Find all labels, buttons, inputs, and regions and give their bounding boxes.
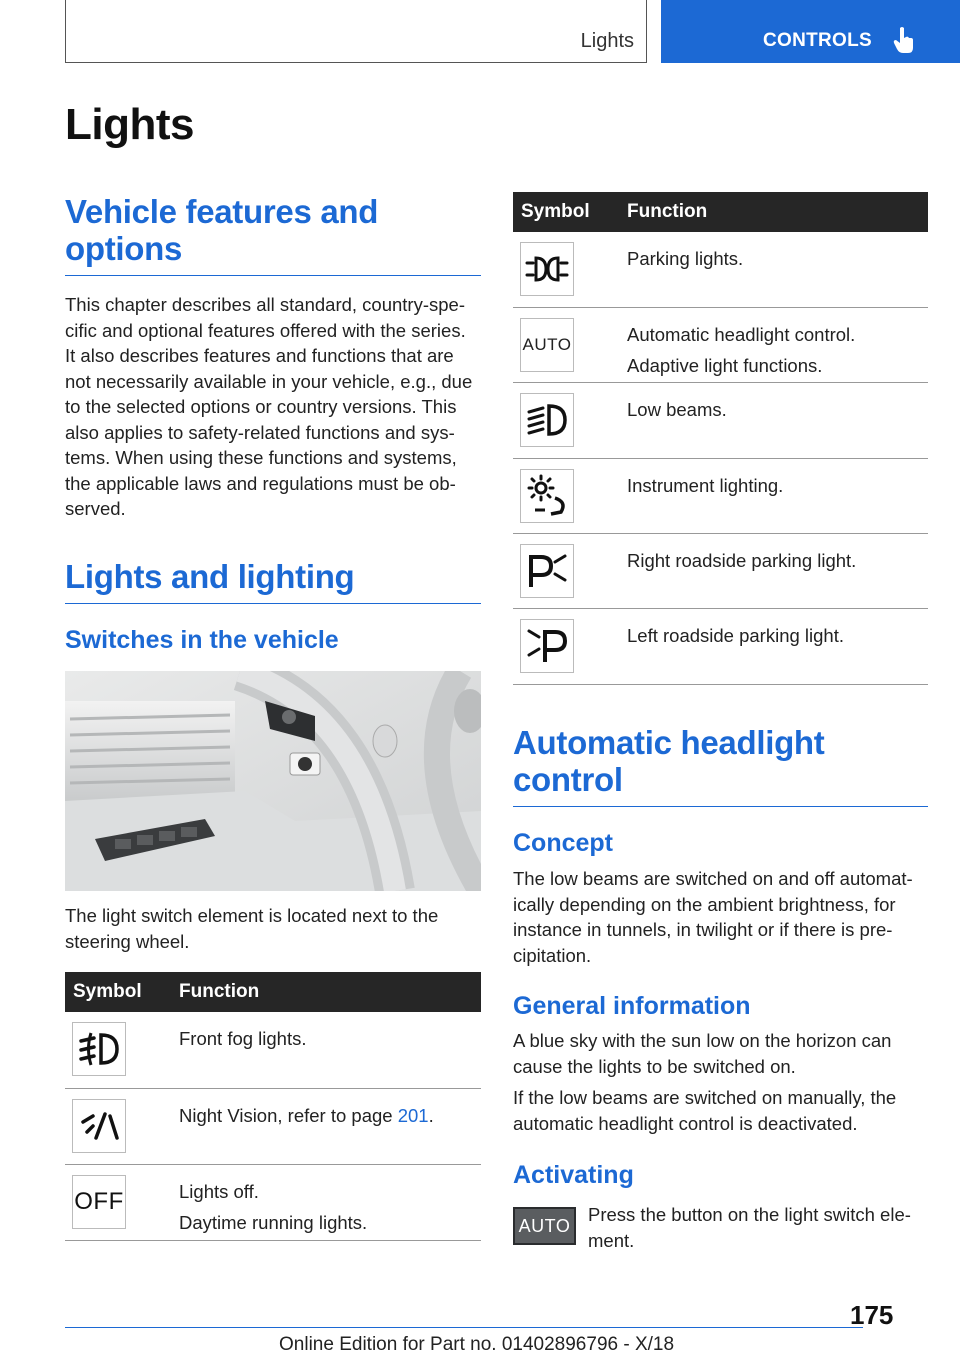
section-heading-lighting: Lights and lighting: [65, 558, 481, 604]
instrument-lighting-icon: [520, 469, 574, 523]
general-body-1: A blue sky with the sun low on the horizon can cause the lights to be switched on.: [513, 1030, 892, 1077]
function-text: Left roadside parking light.: [627, 624, 844, 646]
table-row: [513, 382, 928, 458]
page-title: Lights: [65, 100, 194, 149]
page-reference-link[interactable]: 201: [397, 1104, 429, 1126]
left-roadside-parking-light-icon: [520, 619, 574, 673]
section-heading-features: Vehicle features and options: [65, 193, 481, 276]
function-text: Daytime running lights.: [179, 1211, 368, 1233]
column-header-symbol: Symbol: [513, 192, 627, 232]
footer-divider: [65, 1327, 863, 1328]
concept-body: The low beams are switched on and off automat-ically depending on the ambient brightness, for instance in tunnels, in twilight or if there is pre-cipitation.: [513, 868, 913, 966]
light-switch-photo: [65, 671, 481, 891]
features-body: This chapter describes all standard, country-spe-cific and optional features offered with the series. It also describes features and functions that are not necessarily available in your vehicle, e.g., due to the selected options or country versions. This also applies to safety-related functions and sys-tems. When using these functions and systems, the applicable laws and regulations must be ob-served.: [65, 294, 473, 519]
table-row: [513, 458, 928, 533]
lights-off-icon: OFF: [72, 1175, 126, 1229]
right-roadside-parking-light-icon: [520, 544, 574, 598]
section-heading-auto: Automatic headlight control: [513, 724, 928, 807]
function-text: Right roadside parking light.: [627, 549, 857, 571]
table-row: [513, 608, 928, 684]
photo-caption: The light switch element is located next to the steering wheel.: [65, 905, 439, 952]
symbol-table-right: [513, 192, 928, 685]
table-row: [513, 307, 928, 382]
sub-heading-general: General information: [513, 992, 751, 1020]
auto-headlight-icon: AUTO: [520, 318, 574, 372]
function-text: Lights off.: [179, 1180, 259, 1202]
table-row: [513, 533, 928, 608]
function-text: Front fog lights.: [179, 1028, 307, 1049]
column-header-function: Function: [627, 192, 928, 232]
function-text: Night Vision, refer to page 201.: [179, 1104, 434, 1126]
header-chapter-label: CONTROLS: [763, 30, 873, 51]
function-text: Low beams.: [627, 398, 727, 420]
column-header-function: Function: [179, 972, 481, 1012]
column-header-symbol: Symbol: [65, 972, 179, 1012]
header-section-tab: [65, 0, 647, 63]
low-beams-icon: [520, 393, 574, 447]
header-section-label: Lights: [580, 30, 634, 52]
sub-heading-concept: Concept: [513, 829, 613, 857]
activating-body: Press the button on the light switch ele-ment.: [588, 1204, 911, 1251]
table-row: [65, 1164, 481, 1240]
function-text: Automatic headlight control.: [627, 323, 856, 345]
sub-heading-activating: Activating: [513, 1161, 634, 1189]
auto-button-icon: AUTO: [513, 1207, 576, 1245]
parking-lights-icon: [520, 242, 574, 296]
page-number: 175: [850, 1300, 894, 1330]
general-body-2: If the low beams are switched on manually, the automatic headlight control is deactivated.: [513, 1087, 897, 1134]
pointing-hand-icon: [893, 26, 915, 54]
symbol-table-left: [65, 972, 481, 1241]
table-row: [513, 232, 928, 307]
footer-edition: Online Edition for Part no. 01402896796 - X/18: [279, 1334, 675, 1355]
function-text: Parking lights.: [627, 248, 744, 269]
night-vision-icon: [72, 1099, 126, 1153]
sub-heading-switches: Switches in the vehicle: [65, 626, 339, 654]
function-text: Instrument lighting.: [627, 474, 784, 496]
front-fog-lights-icon: [72, 1022, 126, 1076]
function-text: Adaptive light functions.: [627, 354, 823, 376]
table-row: [65, 1012, 481, 1088]
header-chapter-tab[interactable]: [661, 0, 960, 63]
table-row: [65, 1088, 481, 1164]
